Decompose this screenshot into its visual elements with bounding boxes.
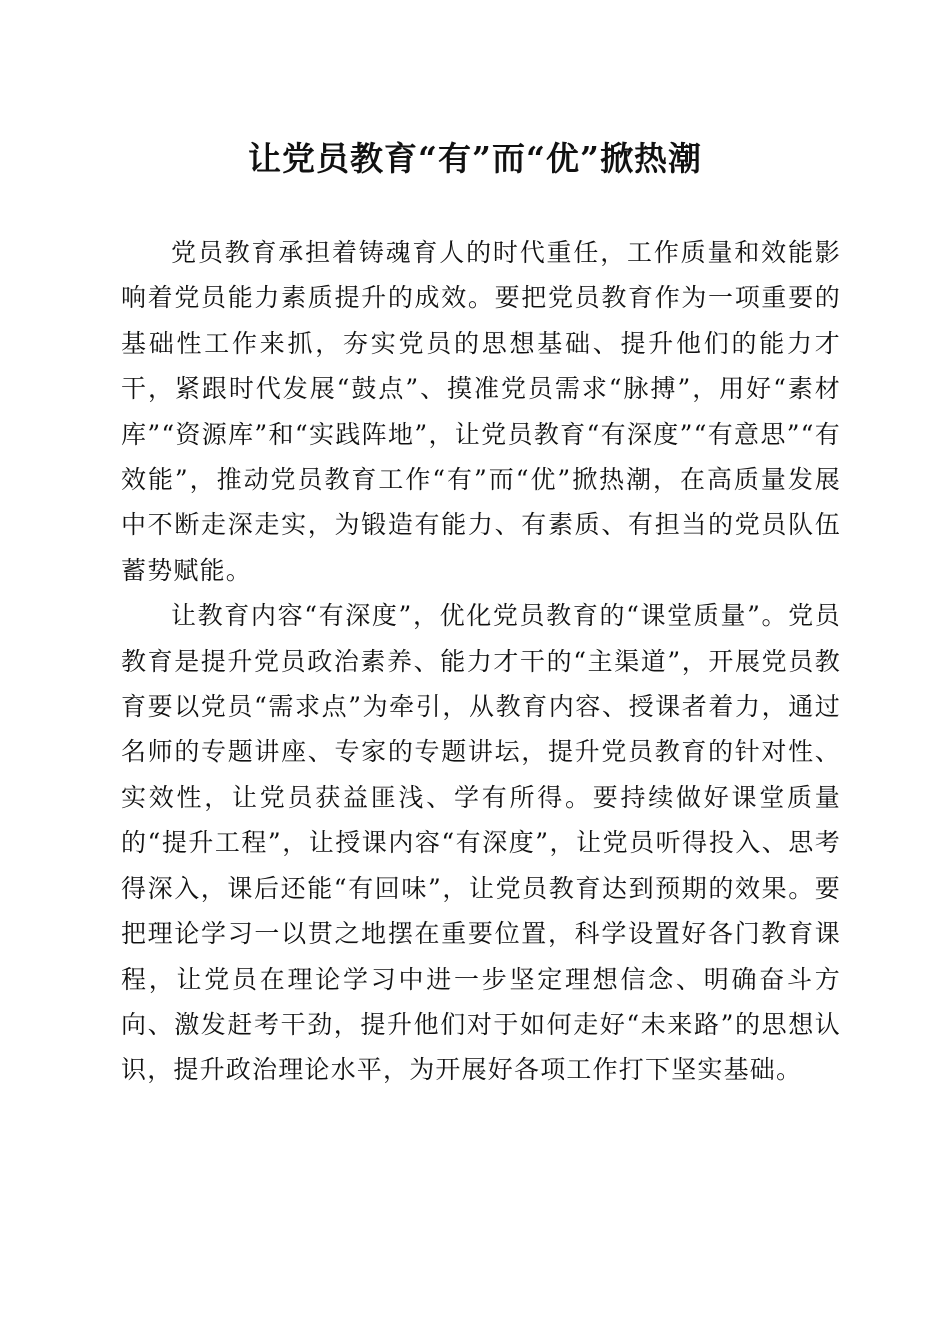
paragraph-content-depth: 让教育内容“有深度”，优化党员教育的“课堂质量”。党员教育是提升党员政治素养、能力才干的“主渠道”，开展党员教育要以党员“需求点”为牵引，从教育内容、授课者着力，通过名师的专题讲座、专家的专题讲坛，提升党员教育的针对性、实效性，让党员获益匪浅、学有所得。要持续做好课堂质量的“提升工程”，让授课内容“有深度”，让党员听得投入、思考得深入，课后还能“有回味”，让党员教育达到预期的效果。要把理论学习一以贯之地摆在重要位置，科学设置好各门教育课程，让党员在理论学习中进一步坚定理想信念、明确奋斗方向、激发赶考干劲，提升他们对于如何走好“未来路”的思想认识，提升政治理论水平，为开展好各项工作打下坚实基础。 bbox=[121, 601, 841, 1085]
paragraph-intro: 党员教育承担着铸魂育人的时代重任，工作质量和效能影响着党员能力素质提升的成效。要把党员教育作为一项重要的基础性工作来抓，夯实党员的思想基础、提升他们的能力才干，紧跟时代发展“鼓点”、摸准党员需求“脉搏”，用好“素材库”“资源库”和“实践阵地”，让党员教育“有深度”“有意思”“有效能”，推动党员教育工作“有”而“优”掀热潮，在高质量发展中不断走深走实，为锻造有能力、有素质、有担当的党员队伍蓄势赋能。 bbox=[121, 238, 841, 585]
document-title: 让党员教育“有”而“优”掀热潮 bbox=[248, 139, 702, 178]
document-body bbox=[121, 230, 841, 1093]
